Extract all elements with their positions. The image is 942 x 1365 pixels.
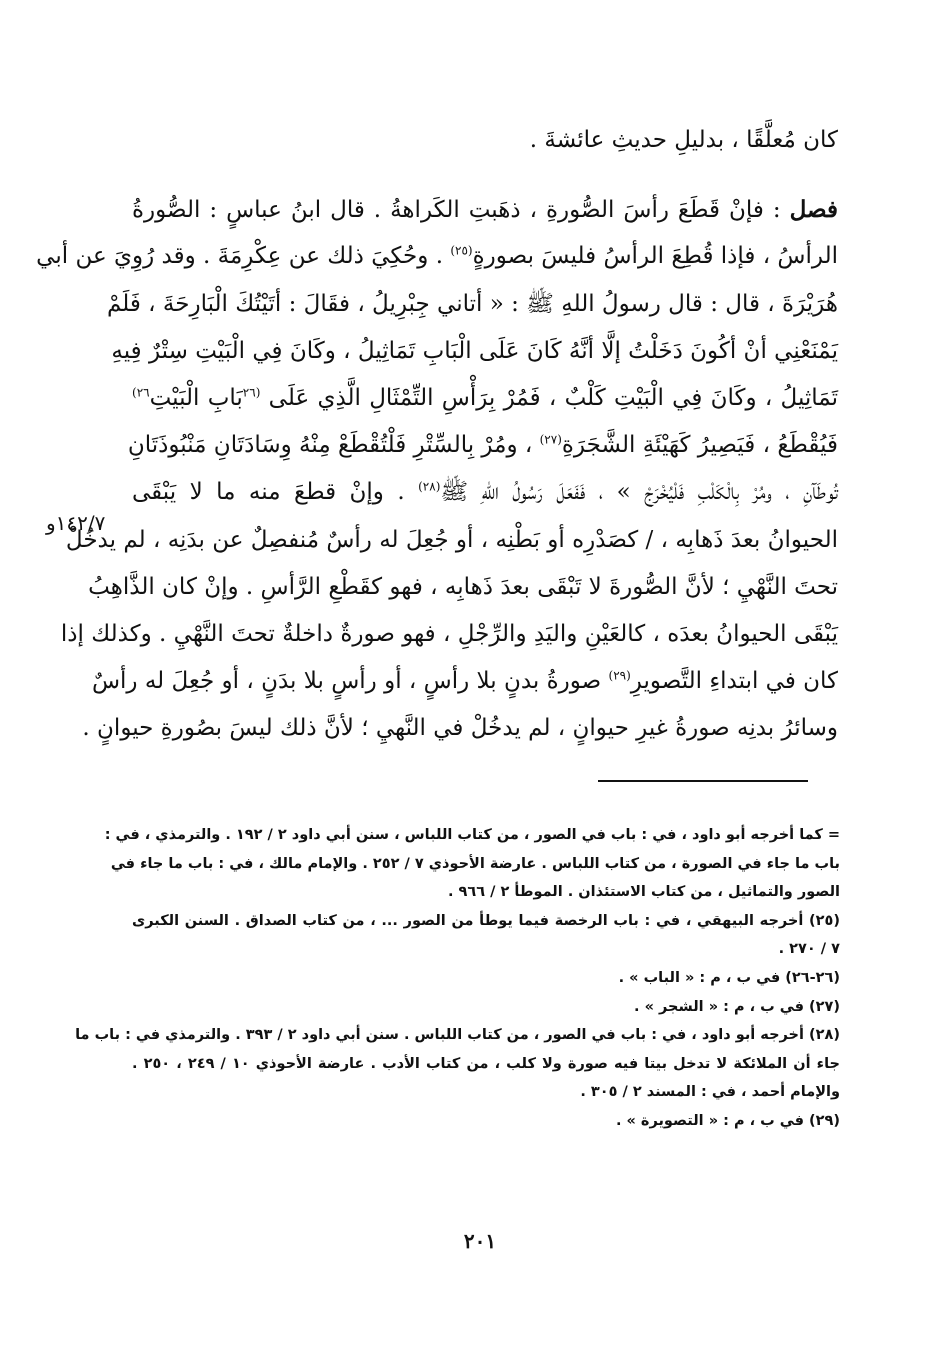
footnote-line: الصور والتماثيل ، من كتاب الاستئذان . الموطأ ٢ / ٩٦٦ . — [447, 884, 840, 901]
margin-manuscript-ref: ١٤٢/٧و — [46, 511, 106, 535]
page-number: ٢٠١ — [463, 1229, 497, 1253]
body-line-8: الحيوانُ بعدَ ذَهابِه ، / كصَدْرِه أو بَطْنِه ، أو جُعِلَ له رأسٌ مُنفصِلٌ عن بدَنِه ، لم يدخُلْ — [65, 526, 838, 553]
note-ref-28: (٢٨) — [418, 479, 441, 494]
body-line-3: هُرَيْرَةَ ، قال : قال رسولُ اللهِ ﷺ : « أتاني جِبْرِيلُ ، فقَالَ : أتَيْتُكَ الْبَارِحَةَ ، فَلَمْ — [106, 290, 838, 317]
body-line-7: تُوطَآنِ ، ومُرْ بِالْكَلْبِ فَلْيُخْرَجْ » ، فَفَعَلَ رَسُولُ اللهِ ﷺ$^{(٢٨)}$ . وإنْ قطعَ منه ما لا يَبْقَى — [132, 479, 839, 506]
body-line-6: فَيُقْطَعُ ، فَيَصِيرُ كَهَيْئَةِ الشَّجَرَةِ$^{(٢٧)}$ ، ومُرْ بِالسِّتْرِ فَلْتُقْطَعْ مِنْهُ وِسَادَتَانِ مَنْبُوذَتَانِ — [127, 432, 838, 459]
footnote-line: ٧ / ٢٧٠ . — [778, 941, 840, 958]
footnote-line: والإمام أحمد ، في : المسند ٢ / ٣٠٥ . — [580, 1084, 840, 1101]
note-ref-26-close: ٢٦) — [132, 385, 150, 400]
body-line-12: وسائرُ بدنِه صورةُ غيرِ حيوانٍ ، لم يدخُلْ في النَّهيِ ؛ لأنَّ ذلك ليسَ بصُورةِ حيوانٍ . — [82, 715, 838, 742]
note-ref-25: (٢٥) — [450, 243, 473, 258]
footnote-line: (٢٩) في ب ، م : « التصويرة » . — [615, 1112, 840, 1129]
footnote-line: (٢٦-٢٦) في ب ، م : « الباب » . — [618, 969, 840, 986]
note-ref-29: (٢٩) — [608, 668, 631, 683]
footnote-line: جاء أن الملائكة لا تدخل بيتا فيه صورة ولا كلب ، من كتاب الأدب . عارضة الأحوذي ١٠ / ٢٤٩ ، ٢٥٠ . — [132, 1055, 840, 1072]
note-ref-26-open: (٢٦ — [242, 385, 261, 400]
footnote-divider — [598, 780, 808, 782]
opening-line: كان مُعلَّقًا ، بدليلِ حديثِ عائشةَ . — [529, 127, 838, 153]
body-line-2: الرأسُ ، فإذا قُطِعَ الرأسُ فليسَ بصورةٍ$^{(٢٥)}$ . وحُكِيَ ذلك عن عِكْرِمَةَ . وقد رُوِيَ عن أبي — [36, 243, 838, 270]
footnote-line: = كما أخرجه أبو داود ، في : باب في الصور ، من كتاب اللباس ، سنن أبي داود ٢ / ١٩٢ . والترمذي ، في : — [104, 827, 840, 843]
footnote-line: (٢٧) في ب ، م : « الشجر » . — [634, 998, 840, 1015]
body-line-1: فصل : فإنْ قَطَعَ رأسَ الصُّورةِ ، ذهَبتِ الكَراهةُ . قال ابنُ عباسٍ : الصُّورةُ — [132, 196, 838, 224]
paragraph-gap — [132, 164, 838, 186]
section-label: فصل — [789, 196, 838, 224]
footnote-line: (٢٨) أخرجه أبو داود ، في : باب في الصور ، من كتاب اللباس . سنن أبي داود ٢ / ٣٩٣ . والترمذي في : باب ما — [75, 1027, 840, 1044]
footnote-line: باب ما جاء في الصورة ، من كتاب اللباس . عارضة الأحوذي ٧ / ٢٥٢ . والإمام مالك ، في : باب ما جاء في — [110, 855, 840, 872]
body-line-4: يَمْنَعْنِي أنْ أكُونَ دَخَلْتُ إلَّا أنَّهُ كَانَ عَلَى الْبَابِ تَمَاثِيلُ ، وكَانَ فِي الْبَيْتِ سِتْرٌ فِيهِ — [111, 337, 838, 364]
body-line-11: كان في ابتداءِ التَّصويرِ$^{(٢٩)}$ صورةُ بدنٍ بلا رأسٍ ، أو رأسٍ بلا بدَنٍ ، أو جُعِلَ له رأسٌ — [91, 668, 838, 695]
body-line-10: يَبْقَى الحيوانُ بعدَه ، كالعَيْنِ واليَدِ والرِّجْلِ ، فهو صورةٌ داخلةٌ تحتَ النَّهْيِ . وكذلك إذا — [60, 620, 838, 647]
body-line-9: تحتَ النَّهْيِ ؛ لأنَّ الصُّورةَ لا تَبْقَى بعدَ ذَهابِه ، فهو كقَطْعِ الرَّأسِ . وإنْ كان الذَّاهِبُ — [88, 573, 838, 600]
body-line-5: تَمَاثِيلُ ، وكَانَ فِي الْبَيْتِ كَلْبٌ ، فَمُرْ بِرَأْسِ التِّمْثَالِ الَّذِي عَلَى $^{(٢٦}$بَابِ الْبَيْتِ$^{٢٦)}$ — [132, 384, 838, 411]
footnotes — [75, 821, 840, 1136]
footnote-line: (٢٥) أخرجه البيهقي ، في : باب الرخصة فيما يوطأ من الصور ... ، من كتاب الصداق . السنن الكبرى — [132, 912, 840, 929]
note-ref-27: (٢٧) — [539, 432, 562, 447]
